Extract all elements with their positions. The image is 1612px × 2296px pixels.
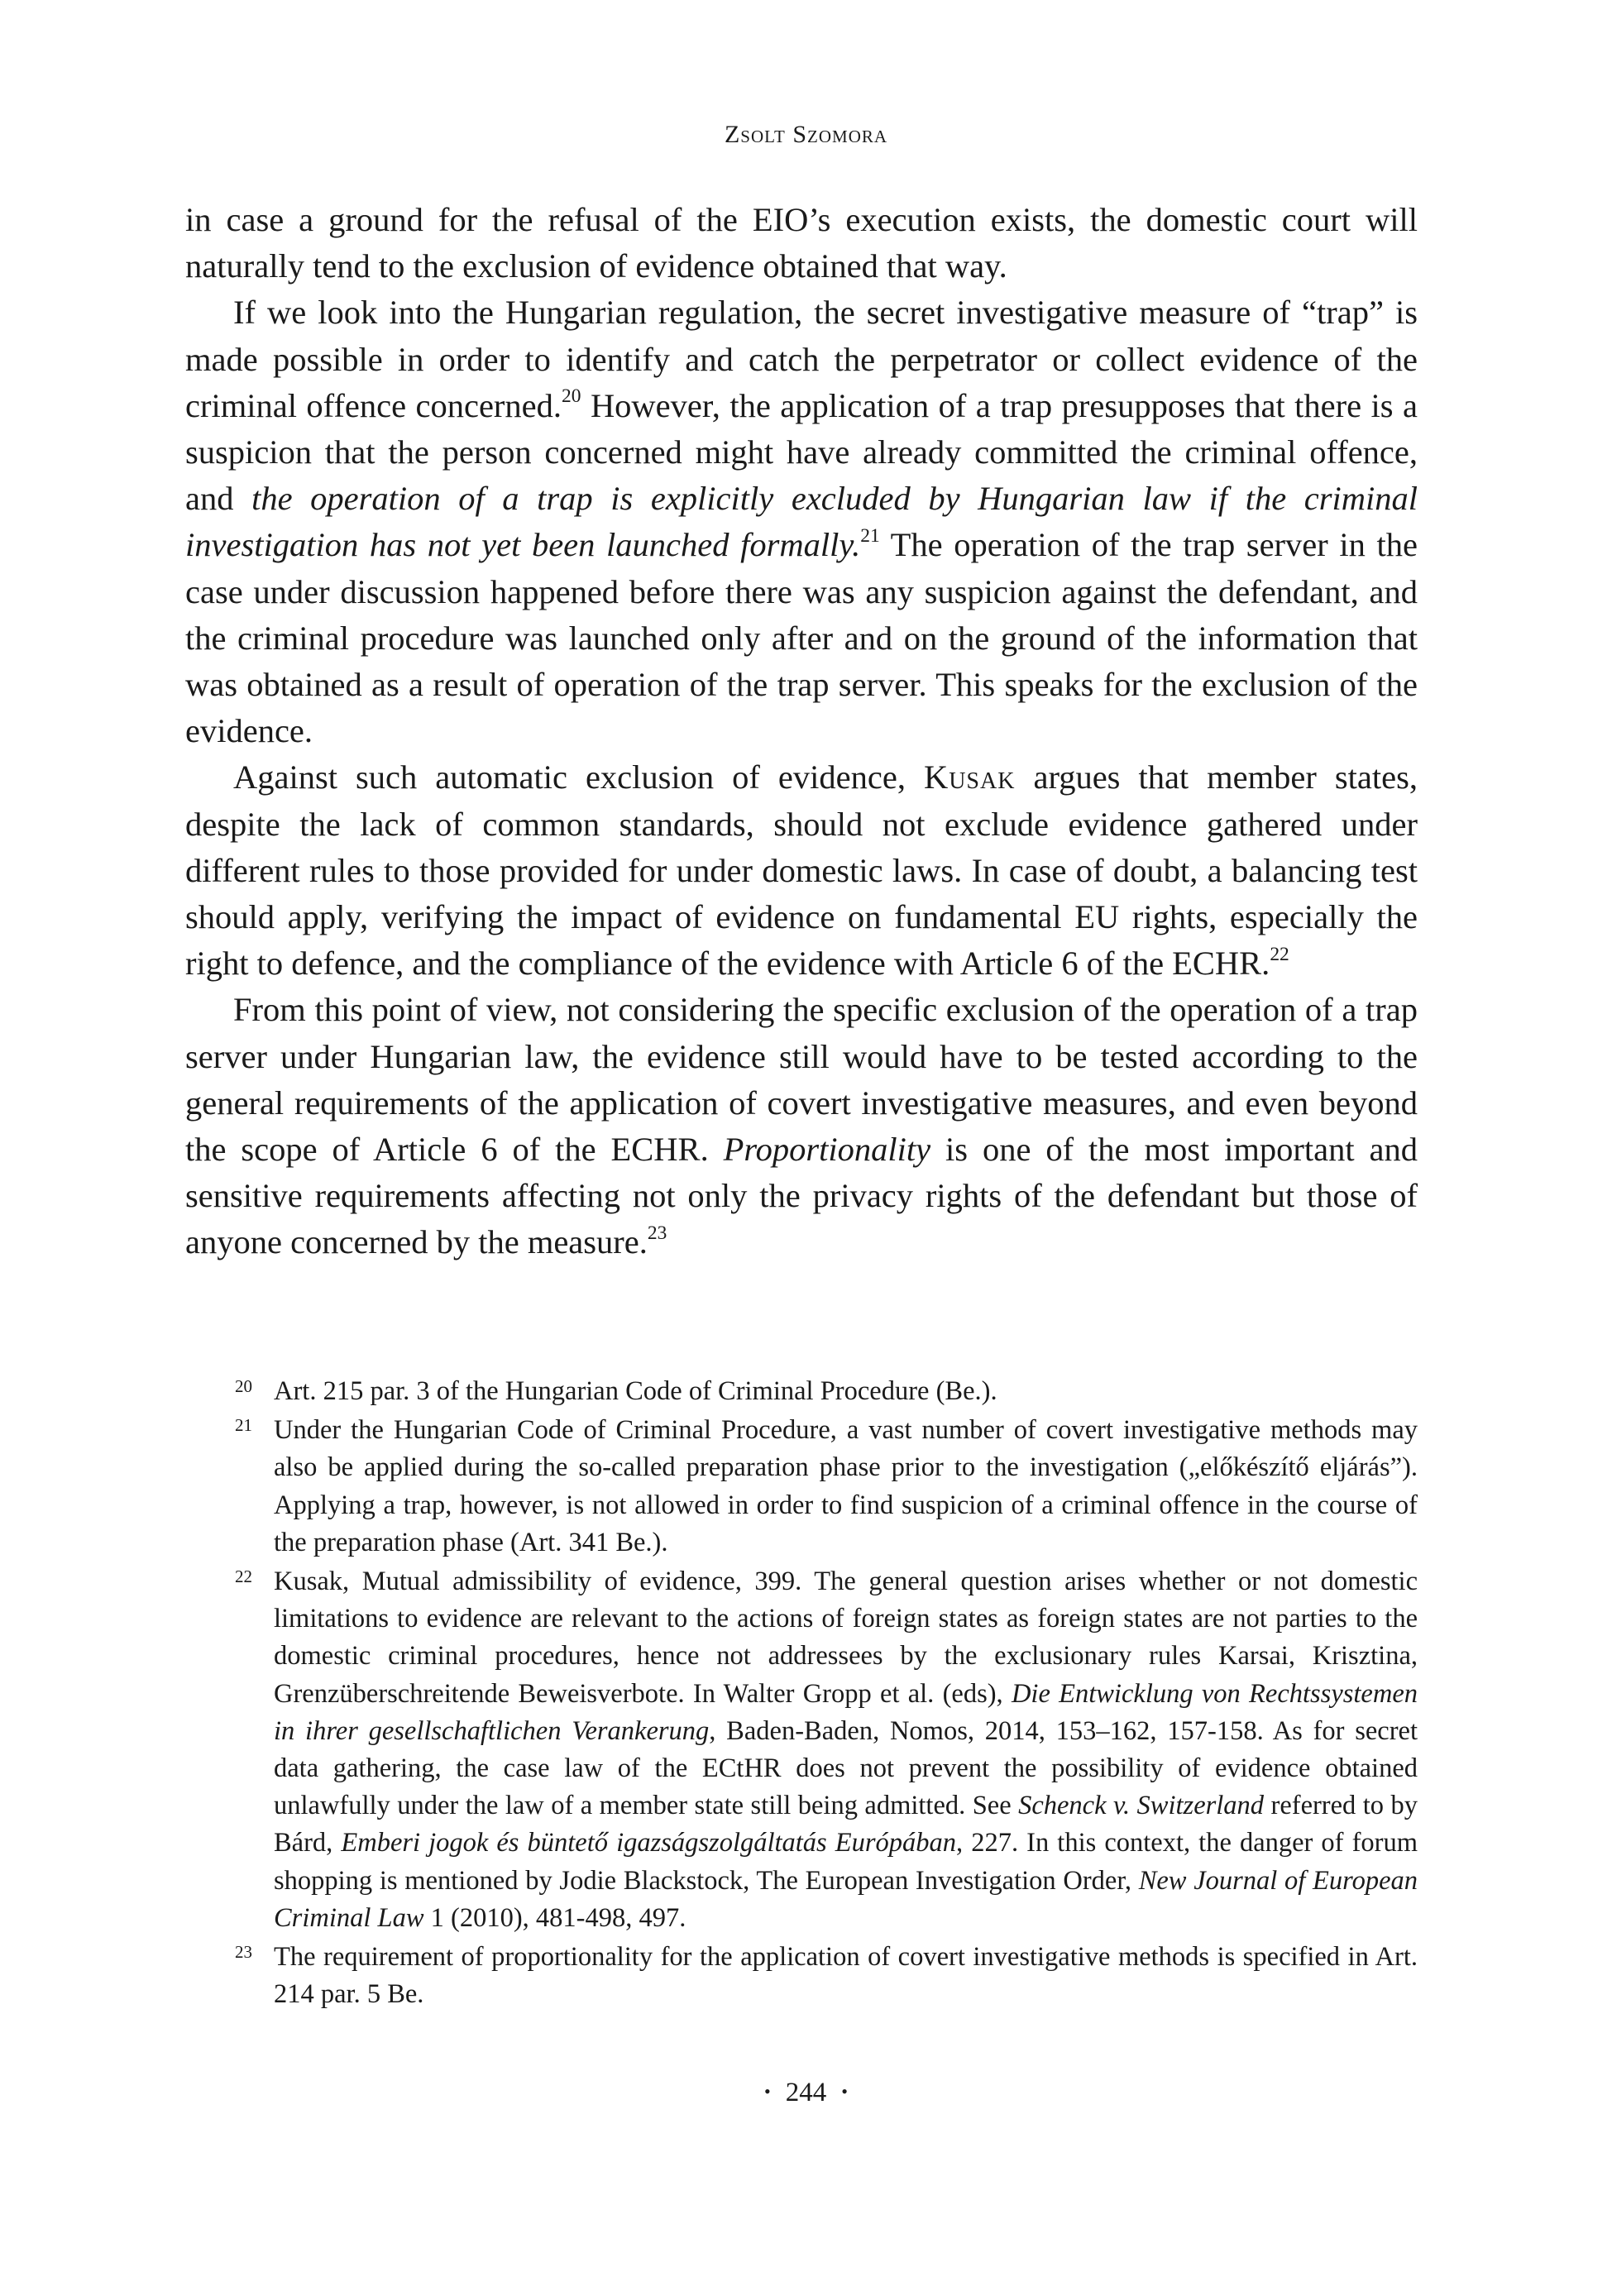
main-text (185, 197, 1418, 1266)
text-run: If we look into the Hungarian regulation, the secret investigative measure of “trap” is made possible in order to identify and catch the perpetrator or collect evidence of the criminal offence concerned. (185, 294, 1418, 424)
footnote-20 (185, 1373, 1418, 1410)
text-run: Against such automatic exclusion of evidence, (233, 758, 924, 796)
journal-title: New Journal of European Criminal Law (274, 1865, 1418, 1933)
text-run: is one of the most important and sensitive requirements affecting not only the privacy rights of the defendant but those of anyone concerned by the measure. (185, 1131, 1418, 1261)
footnote-23 (185, 1939, 1418, 2013)
footnote-text: The requirement of proportionality for the application of covert investigative methods is specified in Art. 214 par. 5 Be. (274, 1942, 1418, 2010)
footnote-ref-21[interactable]: 21 (860, 524, 880, 547)
paragraph-3 (185, 754, 1418, 987)
footnote-number: 20 (235, 1376, 252, 1396)
footnote-22 (185, 1563, 1418, 1937)
footnote-number: 22 (235, 1567, 252, 1587)
bullet-ornament-icon: • (764, 2081, 771, 2102)
page-footer (0, 2078, 1612, 2108)
case-name: Schenck v. Switzerland (1018, 1791, 1265, 1821)
footnote-number: 23 (235, 1942, 252, 1963)
footnote-text: Kusak, Mutual admissibility of evidence, 399. The general question arises whether or not domestic limitations to evidence are relevant to the actions of foreign states as foreign states are not parties to the domestic criminal procedures, hence not addressees by the exclusionary rules Karsai, Krisztina, Grenzüberschreitende Beweisverbote. In Walter Gropp et al. (eds), (274, 1567, 1418, 1709)
page-number: 244 (785, 2078, 827, 2107)
text-run: The operation of the trap server in the case under discussion happened before there was any suspicion against the defendant, and the criminal procedure was launched only after and on the ground of the information that was obtained as a result of operation of the trap server. This speaks for the exclusion of the evidence. (185, 526, 1418, 750)
footnote-text: Under the Hungarian Code of Criminal Procedure, a vast number of covert investigative methods may also be applied during the so-called preparation phase prior to the investigation („előkészítő eljárás”). Applying a trap, however, is not allowed in order to find suspicion of a criminal offence in the course of the preparation phase (Art. 341 Be.). (274, 1415, 1418, 1557)
book-title: Die Entwicklung von Rechtssystemen in ihrer gesellschaftlichen Verankerung (274, 1678, 1418, 1746)
paragraph-1: in case a ground for the refusal of the EIO’s execution exists, the domestic court will naturally tend to the exclusion of evidence obtained that way. (185, 201, 1418, 285)
footnote-text: , 227. In this context, the danger of forum shopping is mentioned by Jodie Blackstock, The European Investigation Order, (274, 1828, 1418, 1896)
paragraph-4 (185, 987, 1418, 1265)
footnotes (185, 1373, 1418, 2015)
running-head-author: Zsolt Szomora (724, 121, 888, 148)
footnote-text: , Baden-Baden, Nomos, 2014, 153–162, 157-158. As for secret data gathering, the case law of the ECtHR does not prevent the possibility of evidence obtained unlawfully under the law of a member state still being admitted. See (274, 1715, 1418, 1821)
footnote-ref-23[interactable]: 23 (647, 1222, 667, 1244)
bullet-ornament-icon: • (841, 2081, 848, 2102)
author-name-kusak: Kusak (923, 758, 1016, 796)
footnote-number: 21 (235, 1415, 252, 1436)
footnote-text: Art. 215 par. 3 of the Hungarian Code of Criminal Procedure (Be.). (274, 1376, 997, 1406)
footnote-text: 1 (2010), 481-498, 497. (423, 1902, 686, 1933)
footnote-text: referred to by Bárd, (274, 1791, 1418, 1858)
footnote-ref-20[interactable]: 20 (562, 385, 581, 408)
paragraph-2 (185, 289, 1418, 754)
text-run: argues that member states, despite the lack of common standards, should not exclude evidence gathered under different rules to those provided for under domestic laws. In case of doubt, a balancing test should apply, verifying the impact of evidence on fundamental EU rights, especially the right to defence, and the compliance of the evidence with Article 6 of the ECHR. (185, 758, 1418, 983)
emphasis-text: Proportionality (723, 1131, 931, 1169)
text-run: However, the application of a trap presupposes that there is a suspicion that the person concerned might have already committed the criminal offence, and (185, 386, 1418, 518)
emphasis-text: the operation of a trap is explicitly excluded by Hungarian law if the criminal investigation has not yet been launched formally. (185, 480, 1418, 564)
text-run: From this point of view, not considering the specific exclusion of the operation of a trap server under Hungarian law, the evidence still would have to be tested according to the general requirements of the application of covert investigative measures, and even beyond the scope of Article 6 of the ECHR. (185, 991, 1418, 1169)
book-title: Emberi jogok és büntető igazságszolgáltatás Európában (341, 1828, 957, 1858)
footnote-21 (185, 1412, 1418, 1562)
footnote-ref-22[interactable]: 22 (1270, 943, 1289, 965)
